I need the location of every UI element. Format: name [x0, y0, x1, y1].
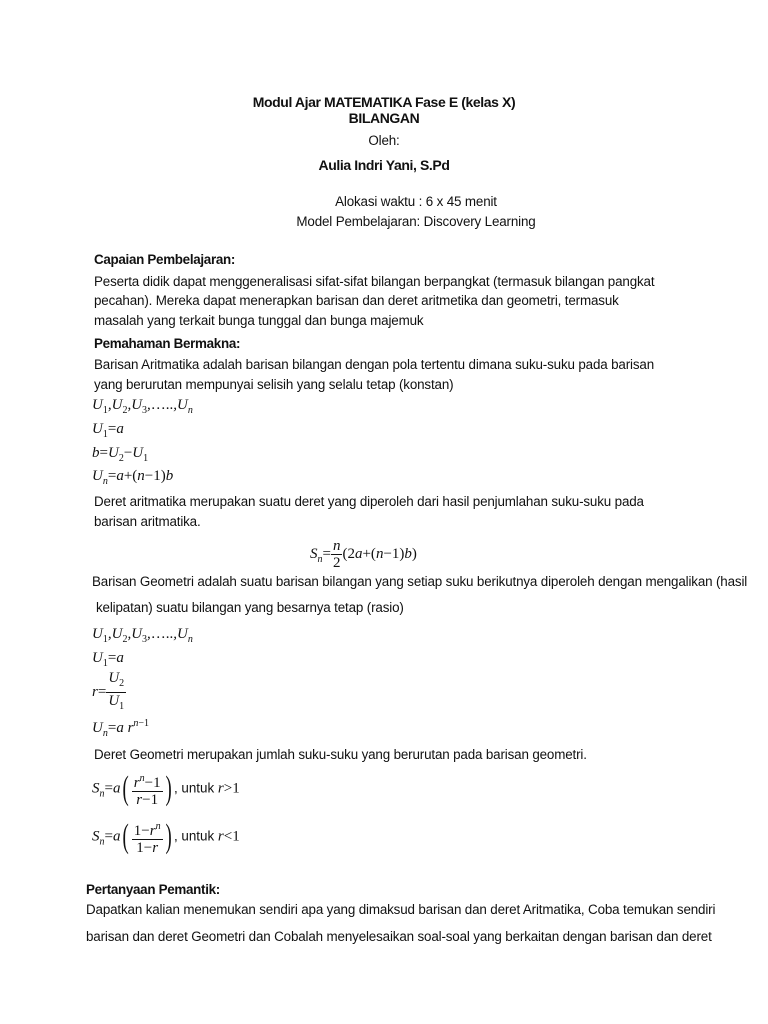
capaian-heading: Capaian Pembelajaran: — [94, 252, 236, 267]
geo-series-sum-formula-r-greater: $S_n=a$( $\frac{r^n-1}{r-1}$ ) , untuk r>1 — [92, 770, 240, 808]
arith-definition-line: Barisan Aritmatika adalah barisan bilangan dengan pola tertentu dimana suku-suku pada barisan — [94, 357, 654, 372]
arith-nth-term-formula: $U_n=a+(n-1)b$ — [92, 468, 174, 487]
arith-series-sum-formula: $S_n=$ $\frac{n}{2}$ (2a+(n−1)b) — [310, 538, 417, 571]
geo-nth-term-formula: $U_n=a$ $r^{n-1}$ — [92, 718, 150, 739]
arith-series-definition-line: Deret aritmatika merupakan suatu deret yang diperoleh dari hasil penjumlahan suku-suku pada — [94, 494, 644, 509]
untuk-label: , untuk — [173, 780, 215, 796]
pertanyaan-line: Dapatkan kalian menemukan sendiri apa yang dimaksud barisan dan deret Aritmatika, Coba temukan sendiri — [86, 902, 716, 917]
time-allocation: Alokasi waktu : 6 x 45 menit — [335, 194, 497, 209]
pemahaman-heading: Pemahaman Bermakna: — [94, 336, 241, 351]
document-title: Modul Ajar MATEMATIKA Fase E (kelas X) — [252, 94, 516, 110]
geo-sequence-formula: $U_1,U_2,U_3,\dots..,U_n$ — [92, 626, 193, 645]
untuk-label: , untuk — [173, 828, 215, 844]
arith-sequence-formula: $U_1,U_2,U_3,\dots..,U_n$ — [92, 397, 193, 416]
author-name: Aulia Indri Yani, S.Pd — [318, 157, 450, 173]
pertanyaan-heading: Pertanyaan Pemantik: — [86, 882, 220, 897]
arith-series-definition-line: barisan aritmatika. — [94, 514, 201, 529]
capaian-line: pecahan). Mereka dapat menerapkan barisan dan deret aritmetika dan geometri, termasuk — [94, 293, 619, 308]
arith-first-term-formula: $U_1=a$ — [92, 421, 124, 440]
geo-series-sum-formula-r-less: $S_n=a$( $\frac{1-r^n}{1-r}$ ) , untuk r<1 — [92, 818, 240, 856]
capaian-line: masalah yang terkait bunga tunggal dan bunga majemuk — [94, 313, 424, 328]
learning-model: Model Pembelajaran: Discovery Learning — [296, 214, 536, 229]
geo-definition-line: Barisan Geometri adalah suatu barisan bilangan yang setiap suku berikutnya diperoleh dengan mengalikan (hasil — [92, 574, 748, 589]
document-topic: BILANGAN — [348, 110, 420, 126]
by-label: Oleh: — [368, 133, 400, 148]
geo-series-definition: Deret Geometri merupakan jumlah suku-suku yang berurutan pada barisan geometri. — [94, 747, 587, 762]
capaian-line: Peserta didik dapat menggeneralisasi sifat-sifat bilangan berpangkat (termasuk bilangan pangkat — [94, 274, 655, 289]
arith-definition-line: yang berurutan mempunyai selisih yang selalu tetap (konstan) — [94, 377, 454, 392]
pertanyaan-line: barisan dan deret Geometri dan Cobalah menyelesaikan soal-soal yang berkaitan dengan barisan dan deret — [86, 929, 712, 944]
arith-difference-formula: $b=U_2-U_1$ — [92, 445, 149, 464]
geo-first-term-formula: $U_1=a$ — [92, 650, 124, 669]
geo-definition-line: kelipatan) suatu bilangan yang besarnya tetap (rasio) — [96, 600, 404, 615]
geo-ratio-formula: r= $\frac{U_2}{U_1}$ — [92, 670, 125, 712]
